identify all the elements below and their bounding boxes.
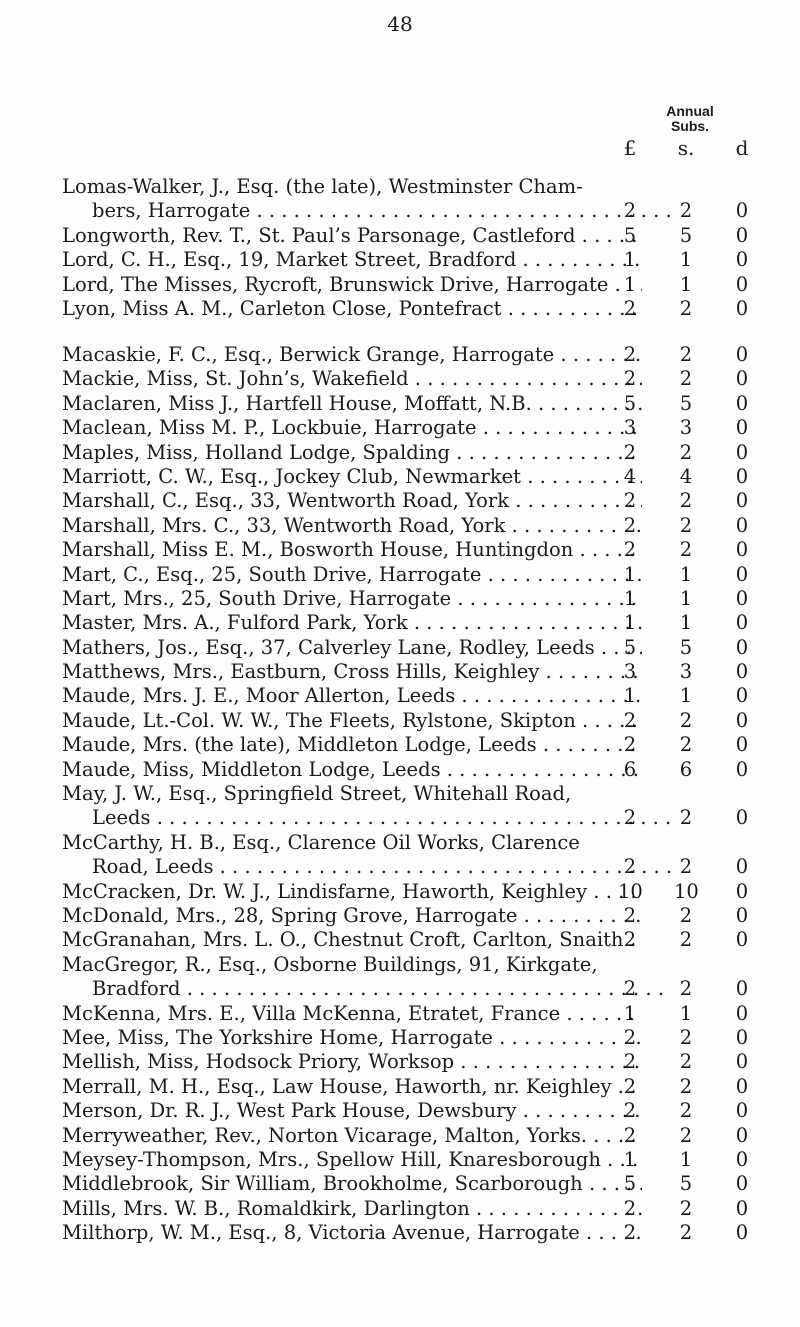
pounds-amount: 2 bbox=[623, 806, 637, 830]
subscriber-entry bbox=[62, 273, 782, 297]
entry-line bbox=[62, 1124, 782, 1148]
pounds-amount: 5 bbox=[623, 635, 637, 659]
pence-amount: 0 bbox=[735, 733, 749, 757]
shillings-amount: 2 bbox=[679, 513, 693, 537]
subscriber-entry bbox=[62, 441, 782, 465]
entry-continuation-line bbox=[62, 977, 782, 1001]
subscriber-entry bbox=[62, 392, 782, 416]
pence-amount: 0 bbox=[735, 903, 749, 927]
subscriber-entry bbox=[62, 660, 782, 684]
subscriber-text: Merson, Dr. R. J., West Park House, Dewsbury . . . bbox=[62, 1099, 642, 1123]
subscriber-entry bbox=[62, 1148, 782, 1172]
entry-line bbox=[62, 904, 782, 928]
shillings-amount: 3 bbox=[679, 416, 693, 440]
entry-line bbox=[62, 587, 782, 611]
shillings-amount: 3 bbox=[679, 660, 693, 684]
subscriber-text: Maclean, Miss M. P., Lockbuie, Harrogate . . . bbox=[62, 416, 642, 440]
subscriber-entry bbox=[62, 611, 782, 635]
subscriber-text: McGranahan, Mrs. L. O., Chestnut Croft, Carlton, Snaith . . . bbox=[62, 928, 642, 952]
subscriber-text: Mart, Mrs., 25, South Drive, Harrogate . . . bbox=[62, 587, 642, 611]
pounds-amount: 1 bbox=[623, 611, 637, 635]
pence-amount: 0 bbox=[735, 1050, 749, 1074]
subscriber-entry bbox=[62, 1002, 782, 1026]
pence-amount: 0 bbox=[735, 708, 749, 732]
pounds-amount: 6 bbox=[623, 757, 637, 781]
pounds-amount: 1 bbox=[623, 586, 637, 610]
entry-continuation-line bbox=[62, 855, 782, 879]
pence-amount: 0 bbox=[735, 1001, 749, 1025]
entry-line bbox=[62, 367, 782, 391]
pounds-amount: 1 bbox=[623, 684, 637, 708]
subscriber-text: Road, Leeds . . . bbox=[92, 855, 672, 879]
heading-line-annual: Annual bbox=[666, 103, 714, 119]
pence-amount: 0 bbox=[735, 343, 749, 366]
pounds-amount: 2 bbox=[623, 1099, 637, 1123]
pounds-amount: 2 bbox=[623, 1025, 637, 1049]
pence-amount: 0 bbox=[735, 489, 749, 513]
subscriber-entry bbox=[62, 1197, 782, 1221]
shillings-amount: 2 bbox=[679, 1196, 693, 1220]
shillings-amount: 2 bbox=[679, 199, 693, 223]
pence-amount: 0 bbox=[735, 757, 749, 781]
entry-line bbox=[62, 928, 782, 952]
subscriber-text: Marshall, Miss E. M., Bosworth House, Huntingdon . . . bbox=[62, 538, 642, 562]
subscriber-entry bbox=[62, 758, 782, 782]
entry-line bbox=[62, 1050, 782, 1074]
subscriber-text: Maude, Mrs. J. E., Moor Allerton, Leeds . . . bbox=[62, 684, 642, 708]
shillings-amount: 2 bbox=[679, 1123, 693, 1147]
subscriber-text: Macaskie, F. C., Esq., Berwick Grange, Harrogate . . . bbox=[62, 343, 642, 367]
subscriber-entry bbox=[62, 367, 782, 391]
entry-line bbox=[62, 636, 782, 660]
pounds-amount: 2 bbox=[623, 199, 637, 223]
pence-amount: 0 bbox=[735, 464, 749, 488]
pence-amount: 0 bbox=[735, 223, 749, 247]
subscriber-entry bbox=[62, 1050, 782, 1074]
pounds-amount: 2 bbox=[623, 489, 637, 513]
shillings-amount: 1 bbox=[679, 611, 693, 635]
shillings-amount: 1 bbox=[679, 684, 693, 708]
shillings-amount: 1 bbox=[679, 586, 693, 610]
entry-continuation-line bbox=[62, 199, 782, 223]
pence-amount: 0 bbox=[735, 879, 749, 903]
subscriber-entry bbox=[62, 587, 782, 611]
subscriber-text: MacGregor, R., Esq., Osborne Buildings, 91, Kirkgate, bbox=[62, 952, 598, 976]
entry-line bbox=[62, 684, 782, 708]
entry-line bbox=[62, 733, 782, 757]
subscriber-entry bbox=[62, 514, 782, 538]
subscriber-entry bbox=[62, 831, 782, 880]
entry-line bbox=[62, 465, 782, 489]
subscriber-text: Maples, Miss, Holland Lodge, Spalding . . . bbox=[62, 441, 642, 465]
entry-line bbox=[62, 758, 782, 782]
entry-line bbox=[62, 1075, 782, 1099]
shillings-amount: 2 bbox=[679, 440, 693, 464]
entry-line bbox=[62, 1148, 782, 1172]
pence-amount: 0 bbox=[735, 513, 749, 537]
subscriber-text: Maude, Miss, Middleton Lodge, Leeds . . . bbox=[62, 758, 642, 782]
entry-line bbox=[62, 709, 782, 733]
entry-line bbox=[62, 175, 782, 199]
pounds-amount: 2 bbox=[623, 440, 637, 464]
pounds-amount: 2 bbox=[623, 733, 637, 757]
pounds-amount: 1 bbox=[623, 272, 637, 296]
shillings-amount: 4 bbox=[679, 464, 693, 488]
shillings-amount: 1 bbox=[679, 248, 693, 272]
pence-amount: 0 bbox=[735, 1074, 749, 1098]
subscriber-text: Master, Mrs. A., Fulford Park, York . . . bbox=[62, 611, 642, 635]
pence-amount: 0 bbox=[735, 1123, 749, 1147]
subscriber-entry bbox=[62, 684, 782, 708]
subscriber-text: McKenna, Mrs. E., Villa McKenna, Etratet, France . . . bbox=[62, 1002, 642, 1026]
subscriber-entry bbox=[62, 1172, 782, 1196]
subscriber-text: Bradford . . . bbox=[92, 977, 672, 1001]
pounds-amount: 2 bbox=[623, 855, 637, 879]
annual-subs-heading bbox=[620, 104, 760, 134]
heading-line-subs: Subs. bbox=[670, 118, 710, 134]
entry-line bbox=[62, 489, 782, 513]
pounds-amount: 4 bbox=[623, 464, 637, 488]
subscriber-text: Leeds . . . bbox=[92, 806, 672, 830]
subscriber-text: Longworth, Rev. T., St. Paul’s Parsonage, Castleford . . . bbox=[62, 224, 642, 248]
pence-amount: 0 bbox=[735, 1025, 749, 1049]
subscriber-text: Mart, C., Esq., 25, South Drive, Harrogate . . . bbox=[62, 563, 642, 587]
shillings-amount: 1 bbox=[679, 1001, 693, 1025]
shillings-amount: 2 bbox=[679, 1074, 693, 1098]
shillings-amount: 5 bbox=[679, 391, 693, 415]
shillings-amount: 2 bbox=[679, 343, 693, 366]
shillings-amount: 2 bbox=[679, 367, 693, 391]
shillings-amount: 10 bbox=[674, 879, 699, 903]
pence-amount: 0 bbox=[735, 440, 749, 464]
subscriber-entry bbox=[62, 465, 782, 489]
pounds-amount: 2 bbox=[623, 708, 637, 732]
entry-line bbox=[62, 441, 782, 465]
pence-amount: 0 bbox=[735, 296, 749, 320]
pence-amount: 0 bbox=[735, 611, 749, 635]
shillings-amount: 2 bbox=[679, 903, 693, 927]
pounds-amount: 5 bbox=[623, 1172, 637, 1196]
pounds-amount: 5 bbox=[623, 391, 637, 415]
subscriber-list-l bbox=[62, 175, 782, 321]
pounds-amount: 1 bbox=[623, 248, 637, 272]
subscriber-text: Merrall, M. H., Esq., Law House, Haworth, nr. Keighley . . . bbox=[62, 1075, 642, 1099]
pence-amount: 0 bbox=[735, 1172, 749, 1196]
entry-line bbox=[62, 514, 782, 538]
pence-amount: 0 bbox=[735, 391, 749, 415]
pounds-amount: 2 bbox=[623, 538, 637, 562]
subscriber-text: Maude, Mrs. (the late), Middleton Lodge, Leeds . . . bbox=[62, 733, 642, 757]
subscriber-text: Meysey-Thompson, Mrs., Spellow Hill, Knaresborough . . . bbox=[62, 1148, 642, 1172]
pence-amount: 0 bbox=[735, 635, 749, 659]
entry-line bbox=[62, 563, 782, 587]
subscriber-text: Maclaren, Miss J., Hartfell House, Moffatt, N.B. . . . bbox=[62, 392, 642, 416]
subscriber-text: McDonald, Mrs., 28, Spring Grove, Harrogate . . . bbox=[62, 904, 642, 928]
pounds-amount: 2 bbox=[623, 1123, 637, 1147]
subscriber-list-m bbox=[62, 343, 782, 1245]
shillings-amount: 2 bbox=[679, 296, 693, 320]
subscriber-entry bbox=[62, 880, 782, 904]
pounds-amount: 2 bbox=[623, 903, 637, 927]
subscriber-entry bbox=[62, 782, 782, 831]
entry-line bbox=[62, 416, 782, 440]
subscriber-entry bbox=[62, 416, 782, 440]
pence-amount: 0 bbox=[735, 684, 749, 708]
pence-amount: 0 bbox=[735, 199, 749, 223]
subscriber-text: Lyon, Miss A. M., Carleton Close, Pontefract . . . bbox=[62, 297, 642, 321]
pence-amount: 0 bbox=[735, 1147, 749, 1171]
subscriber-text: Middlebrook, Sir William, Brookholme, Scarborough . . . bbox=[62, 1172, 642, 1196]
subscriber-entry bbox=[62, 904, 782, 928]
subscriber-entry bbox=[62, 343, 782, 367]
pence-amount: 0 bbox=[735, 855, 749, 879]
subscriber-text: Marriott, C. W., Esq., Jockey Club, Newmarket . . . bbox=[62, 465, 642, 489]
shillings-amount: 2 bbox=[679, 928, 693, 952]
pounds-amount: 10 bbox=[618, 879, 643, 903]
pence-amount: 0 bbox=[735, 272, 749, 296]
shillings-amount: 1 bbox=[679, 272, 693, 296]
pounds-amount: 2 bbox=[623, 1050, 637, 1074]
pence-amount: 0 bbox=[735, 367, 749, 391]
pounds-amount: 2 bbox=[623, 1221, 637, 1245]
pounds-amount: 2 bbox=[623, 513, 637, 537]
entry-line bbox=[62, 880, 782, 904]
subscriber-entry bbox=[62, 1221, 782, 1245]
entry-line bbox=[62, 1002, 782, 1026]
pounds-heading: £ bbox=[623, 136, 637, 160]
subscriber-text: Mills, Mrs. W. B., Romaldkirk, Darlington . . . bbox=[62, 1197, 642, 1221]
pounds-amount: 1 bbox=[623, 1147, 637, 1171]
shillings-amount: 1 bbox=[679, 562, 693, 586]
subscriber-text: bers, Harrogate . . . bbox=[92, 199, 672, 223]
entry-line bbox=[62, 297, 782, 321]
entry-line bbox=[62, 831, 782, 855]
shillings-amount: 5 bbox=[679, 635, 693, 659]
entry-line bbox=[62, 1172, 782, 1196]
shillings-amount: 2 bbox=[679, 489, 693, 513]
entry-line bbox=[62, 611, 782, 635]
pounds-amount: 2 bbox=[623, 928, 637, 952]
subscriber-text: Mackie, Miss, St. John’s, Wakefield . . . bbox=[62, 367, 642, 391]
entry-continuation-line bbox=[62, 806, 782, 830]
shillings-amount: 5 bbox=[679, 223, 693, 247]
subscriber-text: Marshall, Mrs. C., 33, Wentworth Road, York . . . bbox=[62, 514, 642, 538]
subscriber-text: McCarthy, H. B., Esq., Clarence Oil Works, Clarence bbox=[62, 830, 580, 854]
subscriber-text: Lord, The Misses, Rycroft, Brunswick Drive, Harrogate . . . bbox=[62, 273, 642, 297]
subscriber-entry bbox=[62, 709, 782, 733]
pounds-amount: 1 bbox=[623, 1001, 637, 1025]
entry-line bbox=[62, 248, 782, 272]
shillings-amount: 1 bbox=[679, 1147, 693, 1171]
subscriber-entry bbox=[62, 563, 782, 587]
shillings-amount: 2 bbox=[679, 977, 693, 1001]
shillings-amount: 5 bbox=[679, 1172, 693, 1196]
pounds-amount: 2 bbox=[623, 1074, 637, 1098]
subscriber-text: Maude, Lt.-Col. W. W., The Fleets, Rylstone, Skipton . . . bbox=[62, 709, 642, 733]
entry-line bbox=[62, 782, 782, 806]
entry-line bbox=[62, 953, 782, 977]
pence-amount: 0 bbox=[735, 928, 749, 952]
subscriber-text: Merryweather, Rev., Norton Vicarage, Malton, Yorks. . . . bbox=[62, 1124, 642, 1148]
entry-line bbox=[62, 1099, 782, 1123]
pence-heading: d bbox=[735, 136, 749, 160]
subscriber-entry bbox=[62, 489, 782, 513]
pence-amount: 0 bbox=[735, 538, 749, 562]
subscriber-entry bbox=[62, 538, 782, 562]
pounds-amount: 2 bbox=[623, 296, 637, 320]
subscriber-entry bbox=[62, 1124, 782, 1148]
pounds-amount: 3 bbox=[623, 416, 637, 440]
subscriber-entry bbox=[62, 953, 782, 1002]
pounds-amount: 2 bbox=[623, 977, 637, 1001]
subscriber-entry bbox=[62, 1075, 782, 1099]
entry-line bbox=[62, 538, 782, 562]
entry-line bbox=[62, 660, 782, 684]
page-number: 48 bbox=[387, 12, 413, 36]
shillings-amount: 2 bbox=[679, 806, 693, 830]
pounds-amount: 1 bbox=[623, 562, 637, 586]
subscriber-entry bbox=[62, 733, 782, 757]
shillings-amount: 2 bbox=[679, 855, 693, 879]
pence-amount: 0 bbox=[735, 1221, 749, 1245]
shillings-amount: 6 bbox=[679, 757, 693, 781]
pence-amount: 0 bbox=[735, 1196, 749, 1220]
subscriber-entry bbox=[62, 224, 782, 248]
pounds-amount: 2 bbox=[623, 367, 637, 391]
shillings-amount: 2 bbox=[679, 1050, 693, 1074]
subscriber-text: Matthews, Mrs., Eastburn, Cross Hills, Keighley . . . bbox=[62, 660, 642, 684]
subscriber-entry bbox=[62, 1026, 782, 1050]
pence-amount: 0 bbox=[735, 660, 749, 684]
pounds-amount: 2 bbox=[623, 1196, 637, 1220]
subscriber-entry bbox=[62, 1099, 782, 1123]
subscriber-entry bbox=[62, 175, 782, 224]
pounds-amount: 5 bbox=[623, 223, 637, 247]
subscriber-text: Mellish, Miss, Hodsock Priory, Worksop . . . bbox=[62, 1050, 642, 1074]
subscriber-text: Mathers, Jos., Esq., 37, Calverley Lane, Rodley, Leeds . . . bbox=[62, 636, 642, 660]
shillings-heading: s. bbox=[677, 136, 695, 160]
subscriber-text: Lord, C. H., Esq., 19, Market Street, Bradford . . . bbox=[62, 248, 642, 272]
pence-amount: 0 bbox=[735, 1099, 749, 1123]
pence-amount: 0 bbox=[735, 806, 749, 830]
pounds-amount: 3 bbox=[623, 660, 637, 684]
pounds-amount: 2 bbox=[623, 343, 637, 366]
pence-amount: 0 bbox=[735, 248, 749, 272]
entry-line bbox=[62, 1197, 782, 1221]
shillings-amount: 2 bbox=[679, 1025, 693, 1049]
subscriber-text: McCracken, Dr. W. J., Lindisfarne, Haworth, Keighley . . . bbox=[62, 880, 642, 904]
subscriber-text: Milthorp, W. M., Esq., 8, Victoria Avenue, Harrogate . . . bbox=[62, 1221, 642, 1245]
pence-amount: 0 bbox=[735, 586, 749, 610]
entry-line bbox=[62, 392, 782, 416]
entry-line bbox=[62, 224, 782, 248]
pence-amount: 0 bbox=[735, 416, 749, 440]
subscriber-entry bbox=[62, 636, 782, 660]
entry-line bbox=[62, 343, 782, 367]
subscriber-text: Mee, Miss, The Yorkshire Home, Harrogate . . . bbox=[62, 1026, 642, 1050]
shillings-amount: 2 bbox=[679, 1221, 693, 1245]
subscriber-text: May, J. W., Esq., Springfield Street, Whitehall Road, bbox=[62, 782, 572, 806]
subscriber-entry bbox=[62, 248, 782, 272]
shillings-amount: 2 bbox=[679, 733, 693, 757]
subscriber-entry bbox=[62, 297, 782, 321]
subscriber-text: Lomas-Walker, J., Esq. (the late), Westminster Cham- bbox=[62, 175, 583, 198]
shillings-amount: 2 bbox=[679, 1099, 693, 1123]
shillings-amount: 2 bbox=[679, 708, 693, 732]
entry-line bbox=[62, 1026, 782, 1050]
subscriber-entry bbox=[62, 928, 782, 952]
subscriber-text: Marshall, C., Esq., 33, Wentworth Road, York . . . bbox=[62, 489, 642, 513]
pence-amount: 0 bbox=[735, 977, 749, 1001]
pence-amount: 0 bbox=[735, 562, 749, 586]
shillings-amount: 2 bbox=[679, 538, 693, 562]
entry-line bbox=[62, 273, 782, 297]
entry-line bbox=[62, 1221, 782, 1245]
